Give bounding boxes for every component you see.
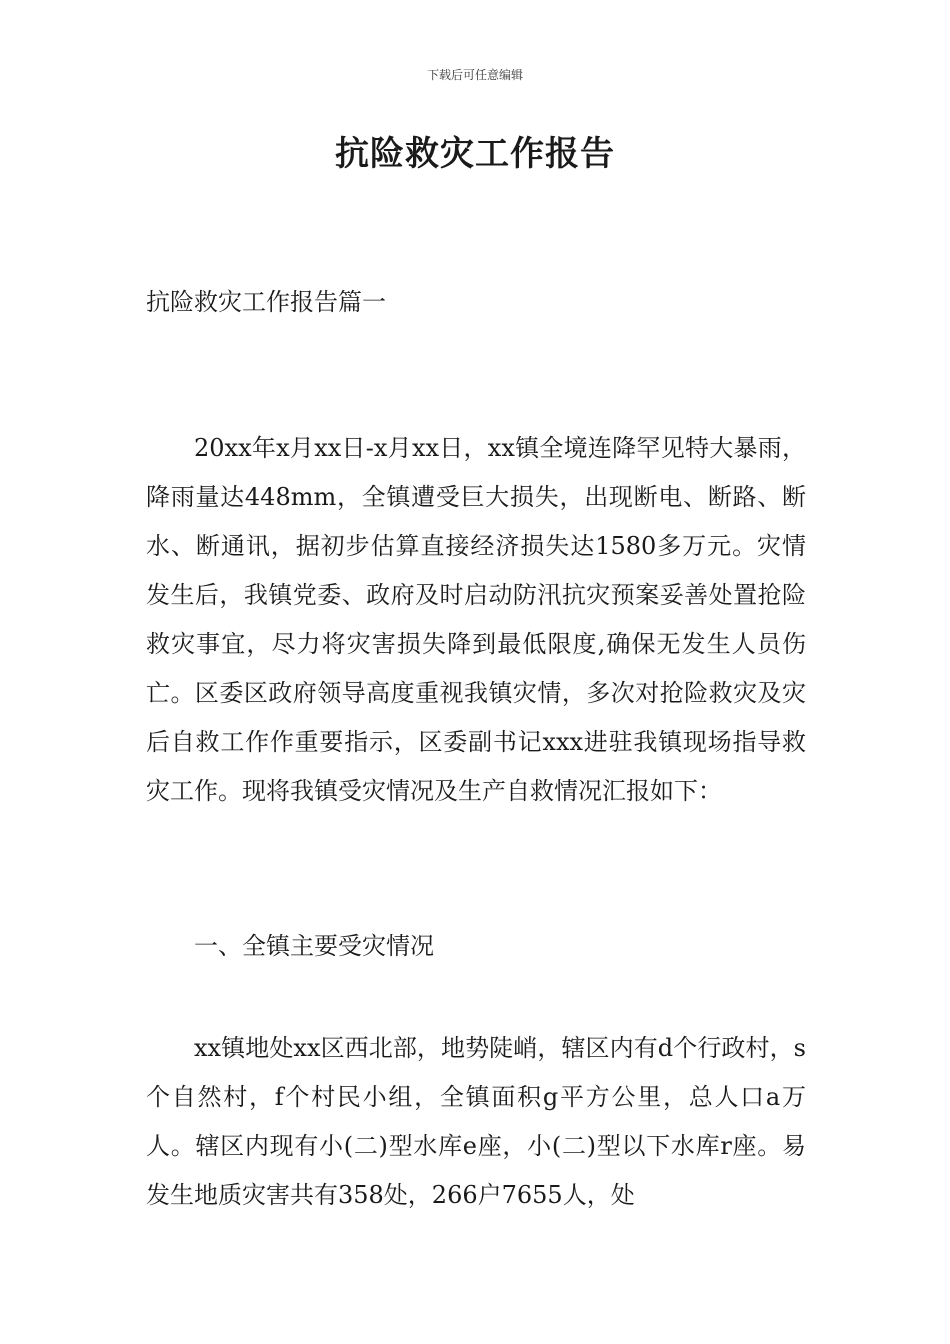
- document-title: 抗险救灾工作报告: [335, 134, 615, 174]
- paragraph-intro: 20xx年x月xx日-x月xx日，xx镇全境连降罕见特大暴雨，降雨量达448mm，全镇遭受巨大损失，出现断电、断路、断水、断通讯，据初步估算直接经济损失达1580多万元。灾情发生后，我镇党委、政府及时启动防汛抗灾预案妥善处置抢险救灾事宜，尽力将灾害损失降到最低限度,确保无发生人员伤亡。区委区政府领导高度重视我镇灾情，多次对抢险救灾及灾后自救工作作重要指示，区委副书记xxx进驻我镇现场指导救灾工作。现将我镇受灾情况及生产自救情况汇报如下：: [146, 434, 806, 805]
- header-note: 下载后可任意编辑: [426, 68, 523, 82]
- document-subtitle: 抗险救灾工作报告篇一: [146, 288, 386, 316]
- paragraph-section-1: xx镇地处xx区西北部，地势陡峭，辖区内有d个行政村，s个自然村，f个村民小组，全镇面积g平方公里，总人口a万人。辖区内现有小(二)型水库e座，小(二)型以下水库r座。易发生地质灾害共有358处，266户7655人，处: [146, 1034, 806, 1209]
- section-heading-1: 一、全镇主要受灾情况: [194, 932, 434, 960]
